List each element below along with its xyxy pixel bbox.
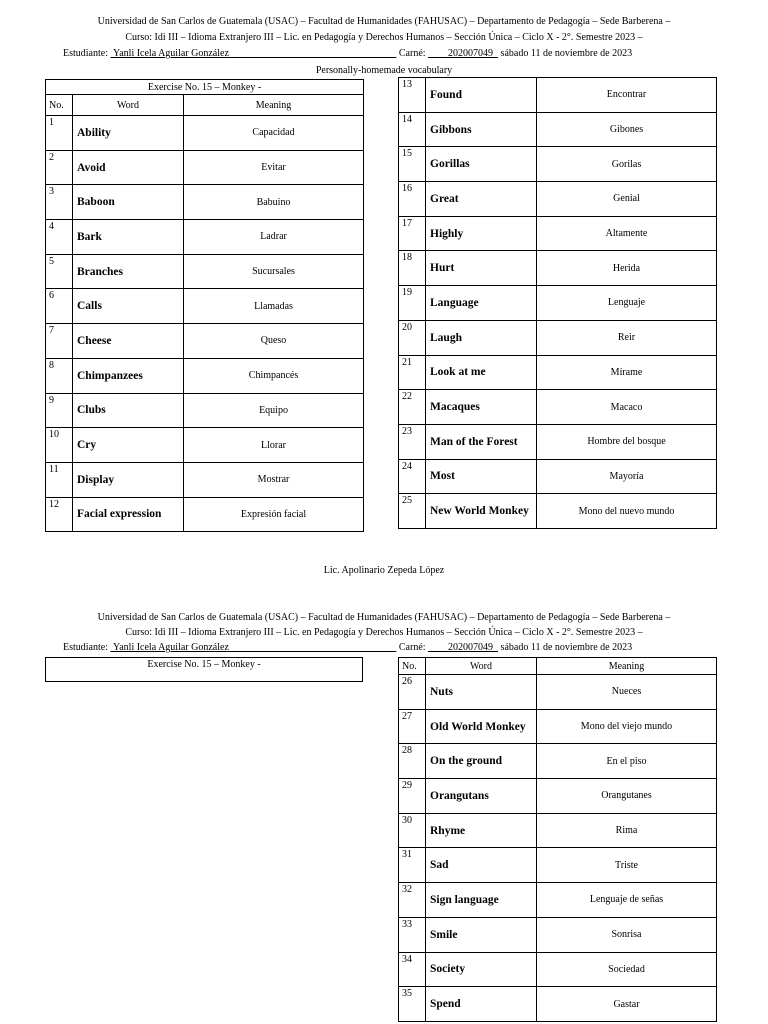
column-header-word: Word [426, 658, 537, 675]
row-number: 26 [399, 675, 426, 710]
vocab-meaning: Chimpancés [184, 358, 364, 393]
vocab-meaning: Orangutanes [537, 779, 717, 814]
vocab-meaning: Ladrar [184, 220, 364, 255]
table-row [399, 216, 717, 251]
header-course-line: Curso: Idi III – Idioma Extranjero III – Lic. en Pedagogía y Derechos Humanos – Sección Única – Ciclo X - 2°. Semestre 2023 – [125, 32, 643, 43]
row-number: 17 [399, 216, 426, 251]
vocab-meaning: Equipo [184, 393, 364, 428]
vocab-meaning: Lenguaje de señas [537, 883, 717, 918]
carne-label: Carné: [398, 642, 426, 653]
vocab-table-left [45, 79, 364, 532]
vocab-word: Display [73, 462, 184, 497]
vocab-meaning: Sociedad [537, 952, 717, 987]
vocab-word: Rhyme [426, 813, 537, 848]
carne-value: 202007049 [448, 48, 494, 59]
vocab-word: Clubs [73, 393, 184, 428]
table-row [46, 497, 364, 532]
vocab-meaning: Mírame [537, 355, 717, 390]
vocab-word: Sad [426, 848, 537, 883]
vocab-meaning: Sucursales [184, 254, 364, 289]
table-row [399, 424, 717, 459]
row-number: 13 [399, 78, 426, 113]
student-line-2 [63, 641, 632, 655]
vocab-word: Language [426, 286, 537, 321]
header-institution-line-2: Universidad de San Carlos de Guatemala (USAC) – Facultad de Humanidades (FAHUSAC) – Departamento de Pedagogía – Sede Barberena – [97, 612, 671, 623]
table-row [46, 393, 364, 428]
vocab-meaning: Genial [537, 182, 717, 217]
table-row [46, 462, 364, 497]
vocab-meaning: Mostrar [184, 462, 364, 497]
vocab-word: Nuts [426, 675, 537, 710]
row-number: 19 [399, 286, 426, 321]
vocab-meaning: Gastar [537, 987, 717, 1022]
vocab-word: Gorillas [426, 147, 537, 182]
vocab-word: On the ground [426, 744, 537, 779]
vocab-meaning: Reir [537, 320, 717, 355]
table-row [399, 883, 717, 918]
vocab-meaning: Llorar [184, 428, 364, 463]
table-row [399, 917, 717, 952]
row-number: 14 [399, 112, 426, 147]
student-name: Yanli Icela Aguilar González [113, 48, 229, 59]
table-row [399, 848, 717, 883]
row-number: 12 [46, 497, 73, 532]
vocab-word: Branches [73, 254, 184, 289]
row-number: 11 [46, 462, 73, 497]
column-header-word: Word [73, 95, 184, 116]
student-name: Yanli Icela Aguilar González [113, 642, 229, 653]
vocab-word: Highly [426, 216, 537, 251]
table-row [399, 459, 717, 494]
row-number: 21 [399, 355, 426, 390]
row-number: 35 [399, 987, 426, 1022]
student-line [63, 47, 632, 61]
table-row [46, 428, 364, 463]
vocab-meaning: Capacidad [184, 116, 364, 151]
vocab-meaning: Mono del nuevo mundo [537, 494, 717, 529]
table-row [399, 494, 717, 529]
vocab-meaning: Expresión facial [184, 497, 364, 532]
vocab-meaning: Lenguaje [537, 286, 717, 321]
table-row [46, 289, 364, 324]
table-row [46, 358, 364, 393]
vocab-word: Found [426, 78, 537, 113]
vocab-meaning: Evitar [184, 150, 364, 185]
table-row [399, 813, 717, 848]
table-row [399, 355, 717, 390]
row-number: 25 [399, 494, 426, 529]
row-number: 2 [46, 150, 73, 185]
vocab-meaning: Llamadas [184, 289, 364, 324]
row-number: 33 [399, 917, 426, 952]
vocab-meaning: Nueces [537, 675, 717, 710]
table-row [399, 182, 717, 217]
vocab-meaning: En el piso [537, 744, 717, 779]
date-text: sábado 11 de noviembre de 2023 [500, 642, 633, 653]
vocab-word: Calls [73, 289, 184, 324]
column-header-meaning: Meaning [184, 95, 364, 116]
vocab-word: Gibbons [426, 112, 537, 147]
table-row [399, 320, 717, 355]
carne-value: 202007049 [448, 642, 494, 653]
column-header-no: No. [399, 658, 426, 675]
row-number: 7 [46, 324, 73, 359]
table-row [46, 150, 364, 185]
vocab-meaning: Altamente [537, 216, 717, 251]
vocab-meaning: Sonrisa [537, 917, 717, 952]
vocab-meaning: Queso [184, 324, 364, 359]
vocab-table-right-2 [398, 657, 717, 1022]
row-number: 3 [46, 185, 73, 220]
table-row [399, 709, 717, 744]
vocab-meaning: Gibones [537, 112, 717, 147]
row-number: 18 [399, 251, 426, 286]
vocab-word: Chimpanzees [73, 358, 184, 393]
student-label: Estudiante: [63, 642, 108, 653]
exercise-title: Exercise No. 15 – Monkey - [46, 80, 364, 95]
vocab-word: Hurt [426, 251, 537, 286]
student-label: Estudiante: [63, 48, 108, 59]
exercise-title: Exercise No. 15 – Monkey - [46, 658, 363, 682]
vocab-word: Baboon [73, 185, 184, 220]
vocab-meaning: Rima [537, 813, 717, 848]
vocab-word: Most [426, 459, 537, 494]
table-row [399, 251, 717, 286]
date-text: sábado 11 de noviembre de 2023 [500, 48, 633, 59]
vocab-word: Avoid [73, 150, 184, 185]
vocab-meaning: Encontrar [537, 78, 717, 113]
row-number: 9 [46, 393, 73, 428]
subtitle: Personally-homemade vocabulary [315, 65, 453, 76]
row-number: 15 [399, 147, 426, 182]
table-row [399, 952, 717, 987]
table-row [399, 987, 717, 1022]
vocab-word: Smile [426, 917, 537, 952]
vocab-word: Old World Monkey [426, 709, 537, 744]
vocab-word: Cheese [73, 324, 184, 359]
table-row [46, 324, 364, 359]
row-number: 34 [399, 952, 426, 987]
row-number: 30 [399, 813, 426, 848]
table-row [399, 112, 717, 147]
vocab-meaning: Hombre del bosque [537, 424, 717, 459]
row-number: 20 [399, 320, 426, 355]
row-number: 8 [46, 358, 73, 393]
vocab-word: Great [426, 182, 537, 217]
vocab-meaning: Babuino [184, 185, 364, 220]
row-number: 32 [399, 883, 426, 918]
header-course-line-2: Curso: Idi III – Idioma Extranjero III – Lic. en Pedagogía y Derechos Humanos – Sección Única – Ciclo X - 2°. Semestre 2023 – [125, 627, 643, 638]
table-row [399, 779, 717, 814]
vocab-meaning: Mono del viejo mundo [537, 709, 717, 744]
vocab-meaning: Gorilas [537, 147, 717, 182]
row-number: 4 [46, 220, 73, 255]
signature: Lic. Apolinario Zepeda López [323, 565, 445, 576]
vocab-meaning: Herida [537, 251, 717, 286]
exercise-caption-box [45, 657, 363, 682]
row-number: 16 [399, 182, 426, 217]
row-number: 29 [399, 779, 426, 814]
vocab-meaning: Triste [537, 848, 717, 883]
table-row [399, 744, 717, 779]
vocab-word: Ability [73, 116, 184, 151]
vocab-word: Society [426, 952, 537, 987]
row-number: 22 [399, 390, 426, 425]
table-row [399, 390, 717, 425]
row-number: 1 [46, 116, 73, 151]
vocab-word: Man of the Forest [426, 424, 537, 459]
vocab-word: Sign language [426, 883, 537, 918]
table-row [399, 78, 717, 113]
row-number: 28 [399, 744, 426, 779]
vocab-word: Bark [73, 220, 184, 255]
carne-label: Carné: [398, 48, 426, 59]
table-row [399, 286, 717, 321]
row-number: 31 [399, 848, 426, 883]
table-row [399, 675, 717, 710]
table-row [399, 147, 717, 182]
vocab-word: Spend [426, 987, 537, 1022]
table-row [46, 254, 364, 289]
column-header-no: No. [46, 95, 73, 116]
row-number: 24 [399, 459, 426, 494]
vocab-word: Look at me [426, 355, 537, 390]
vocab-meaning: Macaco [537, 390, 717, 425]
row-number: 23 [399, 424, 426, 459]
vocab-table-right [398, 77, 717, 529]
row-number: 5 [46, 254, 73, 289]
vocab-word: Cry [73, 428, 184, 463]
vocab-meaning: Mayoría [537, 459, 717, 494]
table-row [46, 220, 364, 255]
column-header-meaning: Meaning [537, 658, 717, 675]
table-row [46, 116, 364, 151]
vocab-word: New World Monkey [426, 494, 537, 529]
header-institution-line: Universidad de San Carlos de Guatemala (USAC) – Facultad de Humanidades (FAHUSAC) – Departamento de Pedagogía – Sede Barberena – [97, 16, 671, 27]
row-number: 27 [399, 709, 426, 744]
vocab-word: Orangutans [426, 779, 537, 814]
vocab-word: Laugh [426, 320, 537, 355]
vocab-word: Facial expression [73, 497, 184, 532]
vocab-word: Macaques [426, 390, 537, 425]
row-number: 10 [46, 428, 73, 463]
table-row [46, 185, 364, 220]
row-number: 6 [46, 289, 73, 324]
